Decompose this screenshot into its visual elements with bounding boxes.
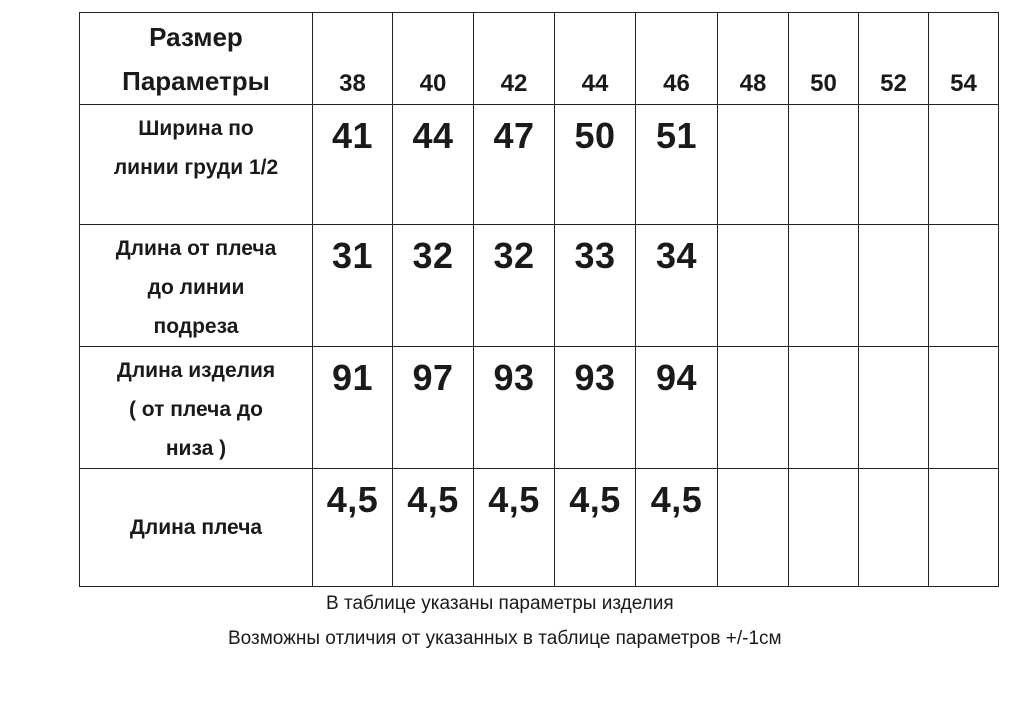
header-size-label: Размер bbox=[149, 22, 243, 52]
row-label-line: Ширина по bbox=[138, 117, 254, 140]
size-header-50: 50 bbox=[789, 13, 859, 105]
value-cell: 4,5 bbox=[474, 469, 555, 587]
value-cell bbox=[789, 225, 859, 347]
value-cell bbox=[859, 225, 929, 347]
table-row-chest-width bbox=[80, 105, 999, 225]
table-row-shoulder-to-yoke bbox=[80, 225, 999, 347]
header-label-cell bbox=[80, 13, 313, 105]
value-cell: 4,5 bbox=[393, 469, 474, 587]
value-cell: 33 bbox=[555, 225, 636, 347]
value-cell: 91 bbox=[313, 347, 393, 469]
value-cell: 4,5 bbox=[313, 469, 393, 587]
size-header-40: 40 bbox=[393, 13, 474, 105]
note-tolerance: Возможны отличия от указанных в таблице параметров +/-1см bbox=[228, 628, 782, 649]
row-label-line: ( от плеча до bbox=[128, 398, 264, 421]
value-cell bbox=[859, 469, 929, 587]
note-table-params: В таблице указаны параметры изделия bbox=[326, 593, 674, 614]
row-label-garment-length bbox=[80, 347, 313, 469]
row-label-line: Длина изделия bbox=[116, 359, 276, 382]
row-label-line: низа ) bbox=[165, 437, 227, 460]
value-cell: 32 bbox=[393, 225, 474, 347]
value-cell bbox=[929, 347, 999, 469]
value-cell: 4,5 bbox=[636, 469, 718, 587]
value-cell bbox=[718, 105, 789, 225]
value-cell: 31 bbox=[313, 225, 393, 347]
value-cell: 44 bbox=[393, 105, 474, 225]
table-row-shoulder-length bbox=[80, 469, 999, 587]
value-cell bbox=[789, 105, 859, 225]
value-cell: 4,5 bbox=[555, 469, 636, 587]
size-header-48: 48 bbox=[718, 13, 789, 105]
size-header-54: 54 bbox=[929, 13, 999, 105]
value-cell: 94 bbox=[636, 347, 718, 469]
size-header-46: 46 bbox=[636, 13, 718, 105]
value-cell bbox=[929, 225, 999, 347]
row-label-shoulder-length bbox=[80, 469, 313, 587]
row-label-line: до линии bbox=[147, 276, 245, 299]
value-cell: 93 bbox=[474, 347, 555, 469]
value-cell bbox=[789, 347, 859, 469]
row-label-line: линии груди 1/2 bbox=[113, 156, 279, 179]
value-cell bbox=[929, 469, 999, 587]
header-row bbox=[80, 13, 999, 105]
row-label-shoulder-to-yoke bbox=[80, 225, 313, 347]
value-cell: 47 bbox=[474, 105, 555, 225]
value-cell: 34 bbox=[636, 225, 718, 347]
value-cell bbox=[859, 347, 929, 469]
value-cell: 50 bbox=[555, 105, 636, 225]
value-cell bbox=[929, 105, 999, 225]
size-header-44: 44 bbox=[555, 13, 636, 105]
row-label-line: Длина плеча bbox=[129, 516, 263, 539]
size-header-38: 38 bbox=[313, 13, 393, 105]
size-header-42: 42 bbox=[474, 13, 555, 105]
value-cell bbox=[789, 469, 859, 587]
value-cell: 97 bbox=[393, 347, 474, 469]
value-cell bbox=[718, 469, 789, 587]
value-cell bbox=[718, 347, 789, 469]
value-cell: 41 bbox=[313, 105, 393, 225]
header-params-label: Параметры bbox=[122, 66, 270, 96]
value-cell: 51 bbox=[636, 105, 718, 225]
size-header-52: 52 bbox=[859, 13, 929, 105]
value-cell bbox=[859, 105, 929, 225]
row-label-line: подреза bbox=[153, 315, 239, 338]
row-label-chest-width bbox=[80, 105, 313, 225]
value-cell: 32 bbox=[474, 225, 555, 347]
value-cell bbox=[718, 225, 789, 347]
table-row-garment-length bbox=[80, 347, 999, 469]
size-table bbox=[79, 12, 999, 587]
row-label-line: Длина от плеча bbox=[115, 237, 277, 260]
value-cell: 93 bbox=[555, 347, 636, 469]
